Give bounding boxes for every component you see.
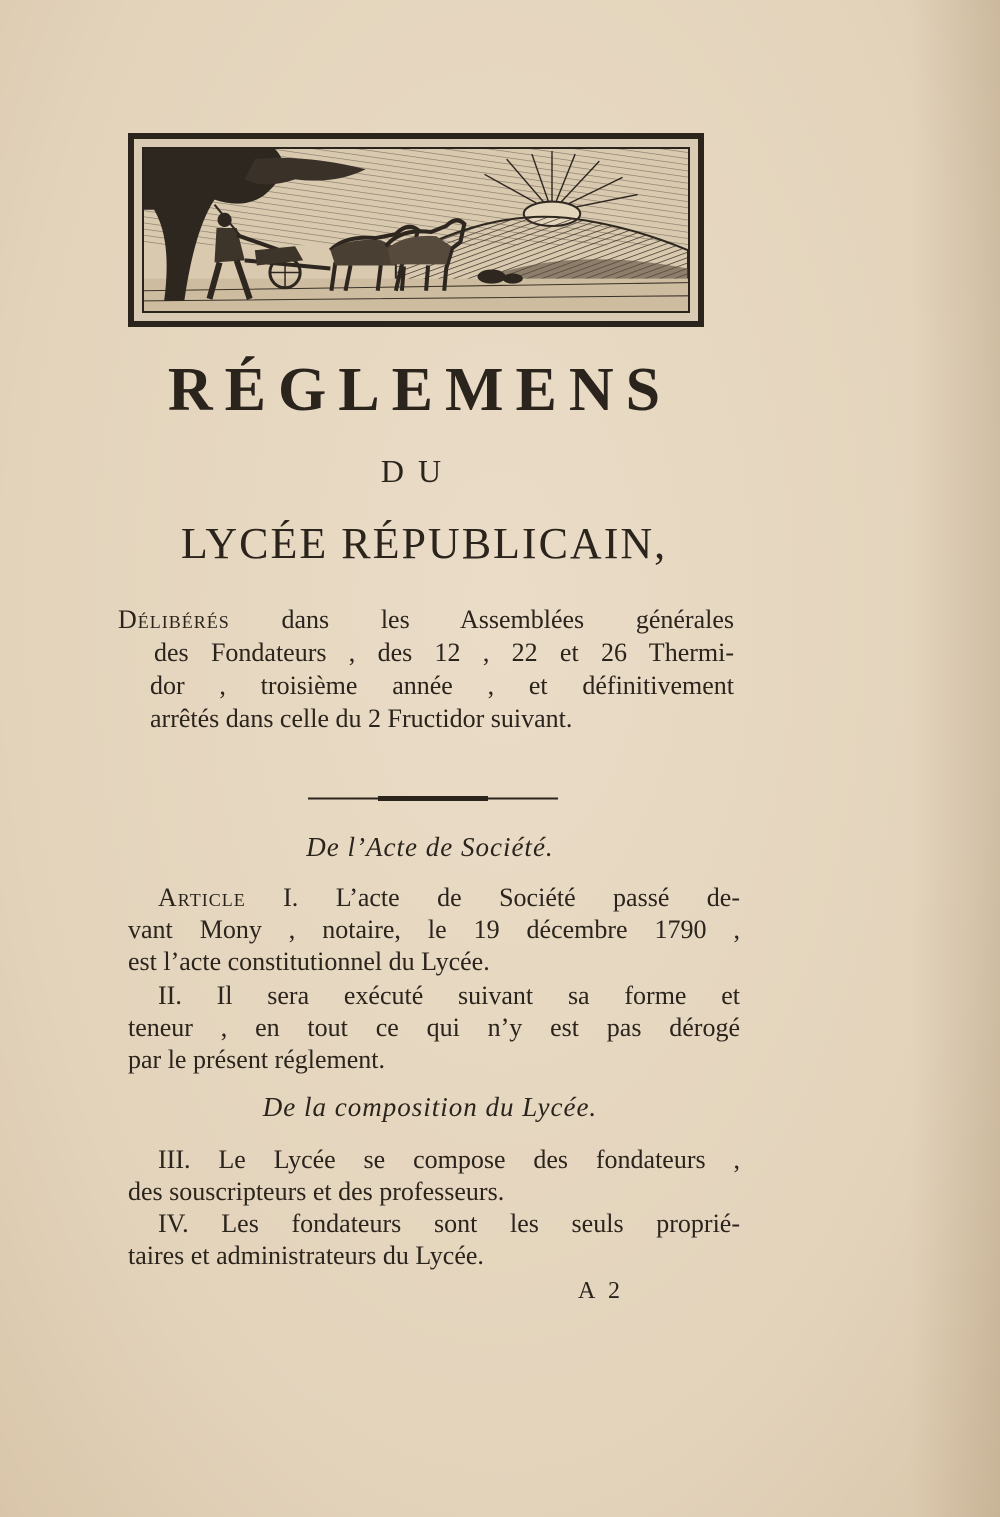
ornamental-rule-icon (308, 796, 558, 801)
intro-line-2: des Fondateurs , des 12 , 22 et 26 Thermi- (154, 638, 734, 667)
intro-line-4: arrêtés dans celle du 2 Fructidor suivant. (150, 704, 573, 733)
section-heading-2: De la composition du Lycée. (262, 1092, 598, 1122)
article-3-line-1: III. Le Lycée se compose des fondateurs , (158, 1145, 740, 1174)
intro-line-3: dor , troisième année , et définitivement (150, 671, 734, 700)
intro-paragraph (118, 603, 734, 735)
article-1-line-3: est l’acte constitutionnel du Lycée. (128, 947, 490, 976)
article-lead-word: Article (158, 883, 246, 912)
article-1-line-1: I. L’acte de Société passé de- (245, 883, 740, 912)
article-4 (128, 1208, 740, 1272)
article-1 (128, 882, 740, 978)
document-subtitle: LYCÉE RÉPUBLICAIN, (180, 519, 668, 568)
ploughman-woodcut-icon (142, 147, 690, 313)
intro-lead-word: Délibérés (118, 605, 230, 634)
title-connector: DU (380, 453, 456, 489)
intro-line-1: dans les Assemblées générales (229, 605, 734, 634)
woodcut-vignette (128, 133, 704, 327)
article-4-line-1: IV. Les fondateurs sont les seuls proprié- (158, 1209, 740, 1238)
signature-mark: A 2 (578, 1278, 625, 1304)
section-heading-1: De l’Acte de Société. (306, 832, 554, 862)
article-2 (128, 980, 740, 1076)
article-3 (128, 1144, 740, 1208)
document-title: RÉGLEMENS (167, 356, 673, 424)
article-3-line-2: des souscripteurs et des professeurs. (128, 1177, 505, 1206)
article-2-line-2: teneur , en tout ce qui n’y est pas dérogé (128, 1013, 740, 1042)
article-2-line-3: par le présent réglement. (128, 1045, 385, 1074)
article-4-line-2: taires et administrateurs du Lycée. (128, 1241, 484, 1270)
article-1-line-2: vant Mony , notaire, le 19 décembre 1790 , (128, 915, 740, 944)
article-2-line-1: II. Il sera exécuté suivant sa forme et (158, 981, 740, 1010)
